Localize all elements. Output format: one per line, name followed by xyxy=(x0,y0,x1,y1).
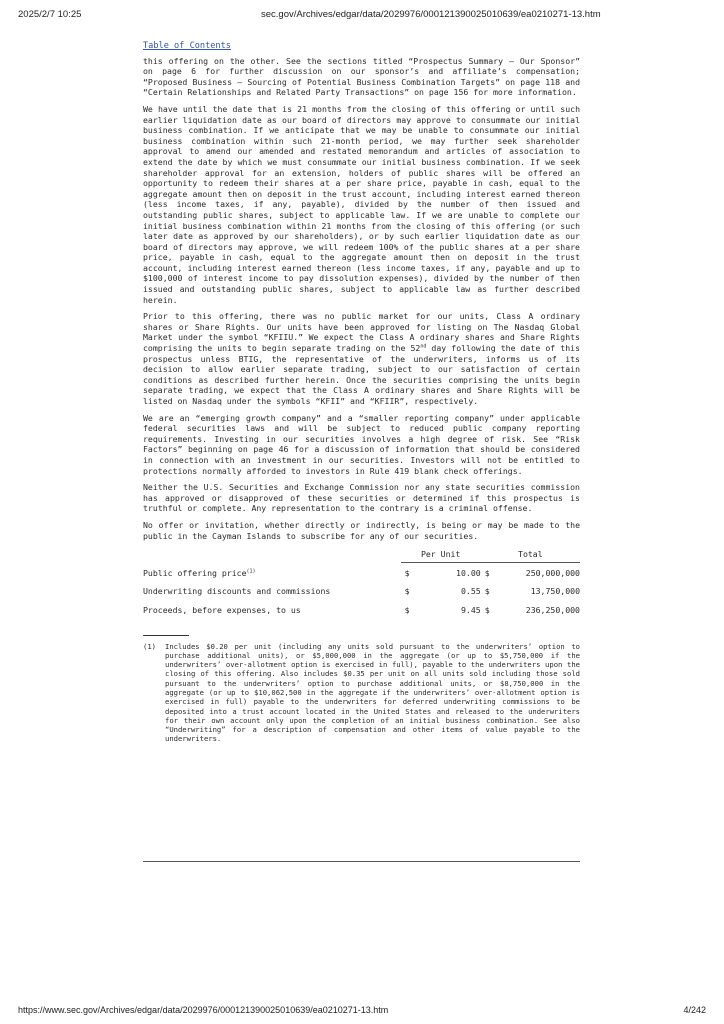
per-unit-value: 0.55 xyxy=(460,586,481,597)
currency-symbol: $ xyxy=(404,586,410,597)
print-footer-url: https://www.sec.gov/Archives/edgar/data/2029976/000121390025010639/ea0210271-13.htm xyxy=(18,1005,389,1015)
paragraph-market-listing xyxy=(143,311,580,406)
market-listing-text-part2: day following the date of this prospectus unless BTIG, the representative of the underwriters, informs us of its decision to allow earlier separate trading, subject to our satisfaction of certain conditions as described further herein. Once the securities comprising the units begin separate trading, we expect that the Class A ordinary shares and Share Rights will be listed on Nasdaq under the symbols “KFII” and “KFIIR”, respectively. xyxy=(143,343,580,406)
footnote-marker: (1) xyxy=(143,641,156,651)
per-unit-value: 9.45 xyxy=(460,604,481,615)
footnote-divider xyxy=(143,635,189,636)
currency-symbol: $ xyxy=(484,567,490,578)
table-row xyxy=(143,562,580,581)
table-row xyxy=(143,600,580,619)
row-label: Proceeds, before expenses, to us xyxy=(143,604,301,615)
print-datetime: 2025/2/7 10:25 xyxy=(18,9,82,20)
total-value: 236,250,000 xyxy=(525,604,580,615)
market-listing-text-part1: Prior to this offering, there was no public market for our units, Class A ordinary shares or Share Rights. Our units have been approved for listing on The Nasdaq Global Market under the symbol “KFIIU.” We expect the Class A ordinary shares and Share Rights comprising the units to begin separate trading on the 52 xyxy=(143,311,580,354)
footnote xyxy=(143,642,580,744)
total-value: 250,000,000 xyxy=(525,567,580,578)
print-header-url: sec.gov/Archives/edgar/data/2029976/000121390025010639/ea0210271-13.htm xyxy=(261,9,601,20)
ordinal-superscript: nd xyxy=(420,343,427,350)
table-row xyxy=(143,581,580,600)
paragraph-business-combination-deadline: We have until the date that is 21 months from the closing of this offering or until such earlier liquidation date as our board of directors may approve to consummate our initial business combination. If we anticipate that we may be unable to consummate our initial business combination within such 21-month period, we may further seek shareholder approval to amend our amended and restated memorandum and articles of association to extend the date by which we must consummate our initial business combination. If we seek shareholder approval for an extension, holders of public shares will be offered an opportunity to redeem their shares at a per share price, payable in cash, equal to the aggregate amount then on deposit in the trust account, including interest earned thereon (less income taxes, if any, payable), divided by the number of then issued and outstanding public shares, subject to applicable law. If we are unable to complete our initial business combination within 21 months from the closing of this offering (or such later date as approved by our shareholders), or by such earlier liquidation date as our board of directors may approve, we will redeem 100% of the public shares at a per share price, payable in cash, equal to the aggregate amount then on deposit in the trust account, including interest earned thereon (less income taxes, if any, payable and up to $100,000 of interest income to pay dissolution expenses), divided by the number of then issued and outstanding public shares, subject to applicable law as further described herein. xyxy=(143,103,580,305)
footnote-reference: (1) xyxy=(246,567,256,574)
page-counter: 4/242 xyxy=(683,1005,706,1015)
paragraph-emerging-growth-company: We are an “emerging growth company” and a “smaller reporting company” under applicable federal securities laws and will be subject to reduced public company reporting requirements. Investing in our securities involves a high degree of risk. See “Risk Factors” beginning on page 46 for a discussion of information that should be considered in connection with an investment in our securities. Investors will not be entitled to protections normally afforded to investors in Rule 419 blank check offerings. xyxy=(143,412,580,476)
total-value: 13,750,000 xyxy=(530,586,580,597)
table-header-row xyxy=(143,549,580,562)
per-unit-header: Per Unit xyxy=(401,549,481,562)
currency-symbol: $ xyxy=(484,604,490,615)
per-unit-value: 10.00 xyxy=(456,567,481,578)
currency-symbol: $ xyxy=(404,567,410,578)
page-bottom-divider xyxy=(143,861,580,862)
row-label: Public offering price xyxy=(143,567,247,578)
offering-price-table xyxy=(143,549,580,618)
currency-symbol: $ xyxy=(484,586,490,597)
total-header: Total xyxy=(481,549,580,562)
paragraph-sec-disclaimer: Neither the U.S. Securities and Exchange Commission nor any state securities commission has approved or disapproved of these securities or determined if this prospectus is truthful or complete. Any representation to the contrary is a criminal offense. xyxy=(143,482,580,514)
paragraph-sponsor-compensation: this offering on the other. See the sections titled “Prospectus Summary — Our Sponsor” on page 6 for further discussion on our sponsor’s and affiliate’s compensation; “Proposed Business — Sourcing of Potential Business Combination Targets” on page 118 and “Certain Relationships and Related Party Transactions” on page 156 for more information. xyxy=(143,55,580,98)
document-page xyxy=(143,40,580,744)
footnote-text: Includes $0.20 per unit (including any units sold pursuant to the underwriters’ option to purchase additional units), or $5,000,000 in the aggregate (or up to $5,750,000 if the underwriters’ over-allotment option is exercised in full), payable to the underwriters upon the closing of this offering. Also includes $0.35 per unit on all units sold including those sold pursuant to the underwriters’ option to purchase additional units, or $8,750,000 in the aggregate (or up to $10,062,500 in the aggregate if the underwriters’ over-allotment option is exercised in full) payable to the underwriters for deferred underwriting commissions to be deposited into a trust account located in the United States and released to the underwriters for their own account only upon the completion of an initial business combination. See also “Underwriting” for a description of compensation and other items of value payable to the underwriters. xyxy=(165,641,580,744)
row-label: Underwriting discounts and commissions xyxy=(143,586,331,597)
table-of-contents-link[interactable]: Table of Contents xyxy=(143,41,231,51)
paragraph-cayman-islands: No offer or invitation, whether directly or indirectly, is being or may be made to the public in the Cayman Islands to subscribe for any of our securities. xyxy=(143,519,580,541)
currency-symbol: $ xyxy=(404,604,410,615)
